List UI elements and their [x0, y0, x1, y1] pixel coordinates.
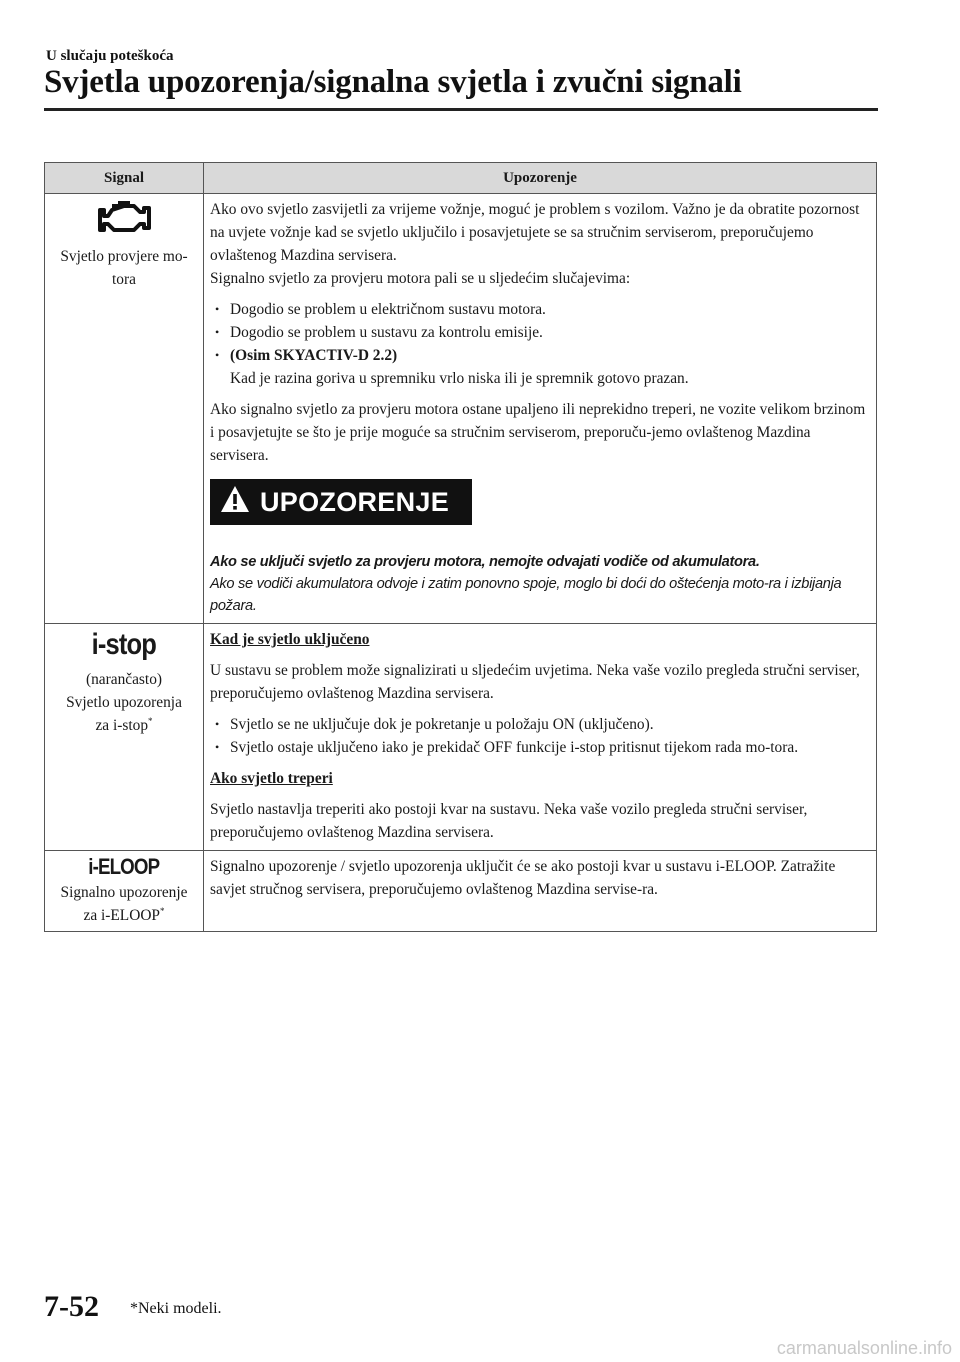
warning-banner	[210, 479, 472, 525]
warning-lights-table	[44, 162, 877, 932]
warning-triangle-icon	[220, 485, 250, 520]
signal-label-istop-line2	[47, 714, 201, 737]
section-label: U slučaju poteškoća	[46, 48, 174, 64]
list-item: • Svjetlo ostaje uključeno iako je prekidač OFF funkcije i-stop pritisnut tijekom rada mo-tora.	[210, 736, 870, 759]
table-row	[45, 851, 877, 932]
page-number: 7-52	[44, 1290, 99, 1323]
ieloop-text: Signalno upozorenje / svjetlo upozorenja uključit će se ako postoji kvar u sustavu i-ELOOP. Zatražite savjet stručnog servisera, preporučujemo ovlaštenog Mazdina servise-ra.	[210, 858, 836, 898]
warning-banner-label: UPOZORENJE	[260, 486, 450, 517]
istop-conditions-list	[210, 713, 870, 759]
signal-label-ieloop-line1: Signalno upozorenje	[60, 884, 188, 901]
table-row	[45, 624, 877, 851]
check-engine-cases-intro: Signalno svjetlo za provjeru motora pali se u sljedećim slučajevima:	[210, 270, 631, 287]
signal-cell-istop	[45, 624, 204, 851]
signal-label-check-engine: Svjetlo provjere mo-tora	[60, 248, 188, 288]
list-item: • Svjetlo se ne uključuje dok je pokretanje u položaju ON (uključeno).	[210, 713, 870, 736]
description-cell-check-engine	[204, 194, 877, 624]
table-row	[45, 194, 877, 624]
signal-label-istop-text: za i-stop	[95, 717, 149, 734]
table-header-row	[45, 163, 877, 194]
signal-label-istop-line1: Svjetlo upozorenja	[66, 694, 182, 711]
istop-icon: i-stop	[91, 628, 157, 661]
list-item-text: Kad je razina goriva u spremniku vrlo niska ili je spremnik gotovo prazan.	[230, 370, 689, 387]
list-item-title: (Osim SKYACTIV-D 2.2)	[230, 347, 398, 364]
warning-bold-text: Ako se uključi svjetlo za provjeru motora, nemojte odvajati vodiče od akumulatora.	[210, 554, 760, 570]
signal-label-istop-color: (narančasto)	[85, 671, 163, 688]
list-item: • Dogodio se problem u sustavu za kontrolu emisije.	[210, 321, 870, 344]
warning-text: Ako se vodiči akumulatora odvoje i zatim ponovno spoje, moglo bi doći do oštećenja moto-ra i izbijanja požara.	[210, 576, 842, 614]
check-engine-after: Ako signalno svjetlo za provjeru motora ostane upaljeno ili neprekidno treperi, ne vozite velikom brzinom i posavjetujte se što je prije moguće sa stručnim serviserom, preporuču-jemo ovlaštenog Mazdina servisera.	[210, 401, 866, 464]
footnote: *Neki modeli.	[130, 1300, 222, 1317]
description-cell-istop	[204, 624, 877, 851]
istop-text-on: U sustavu se problem može signalizirati u sljedećim uvjetima. Neka vaše vozilo pregleda stručni serviser, preporučujemo ovlaštenog Mazdina servisera.	[210, 662, 860, 702]
title-rule	[44, 108, 878, 111]
footnote-mark: *	[148, 715, 153, 726]
signal-label-ieloop-line2	[47, 904, 201, 927]
check-engine-icon	[47, 198, 201, 241]
page-title: Svjetla upozorenja/signalna svjetla i zvučni signali	[44, 64, 742, 100]
list-item: • Dogodio se problem u električnom sustavu motora.	[210, 298, 870, 321]
footnote-mark: *	[160, 905, 165, 916]
check-engine-intro: Ako ovo svjetlo zasvijetli za vrijeme vožnje, moguć je problem s vozilom. Važno je da obratite pozornost na uvjete vožnje kad se svjetlo uključilo i posavjetujete se sa stručnim serviserom, preporučujemo ovlaštenog Mazdina servisera.	[210, 201, 860, 264]
istop-text-flash: Svjetlo nastavlja treperiti ako postoji kvar na sustavu. Neka vaše vozilo pregleda stručni serviser, preporučujemo ovlaštenog Mazdina servisera.	[210, 801, 808, 841]
signal-cell-check-engine	[45, 194, 204, 624]
check-engine-cases-list	[210, 298, 870, 390]
list-item	[210, 344, 870, 390]
signal-cell-ieloop	[45, 851, 204, 932]
col-header-signal: Signal	[45, 163, 204, 194]
ieloop-icon: i-ELOOP	[88, 854, 160, 879]
signal-label-ieloop-text: za i-ELOOP	[83, 907, 160, 924]
watermark: carmanualsonline.info	[776, 1338, 952, 1358]
istop-subheading-flash: Ako svjetlo treperi	[210, 770, 333, 787]
description-cell-ieloop	[204, 851, 877, 932]
istop-subheading-on: Kad je svjetlo uključeno	[210, 631, 370, 648]
col-header-warning: Upozorenje	[204, 163, 877, 194]
